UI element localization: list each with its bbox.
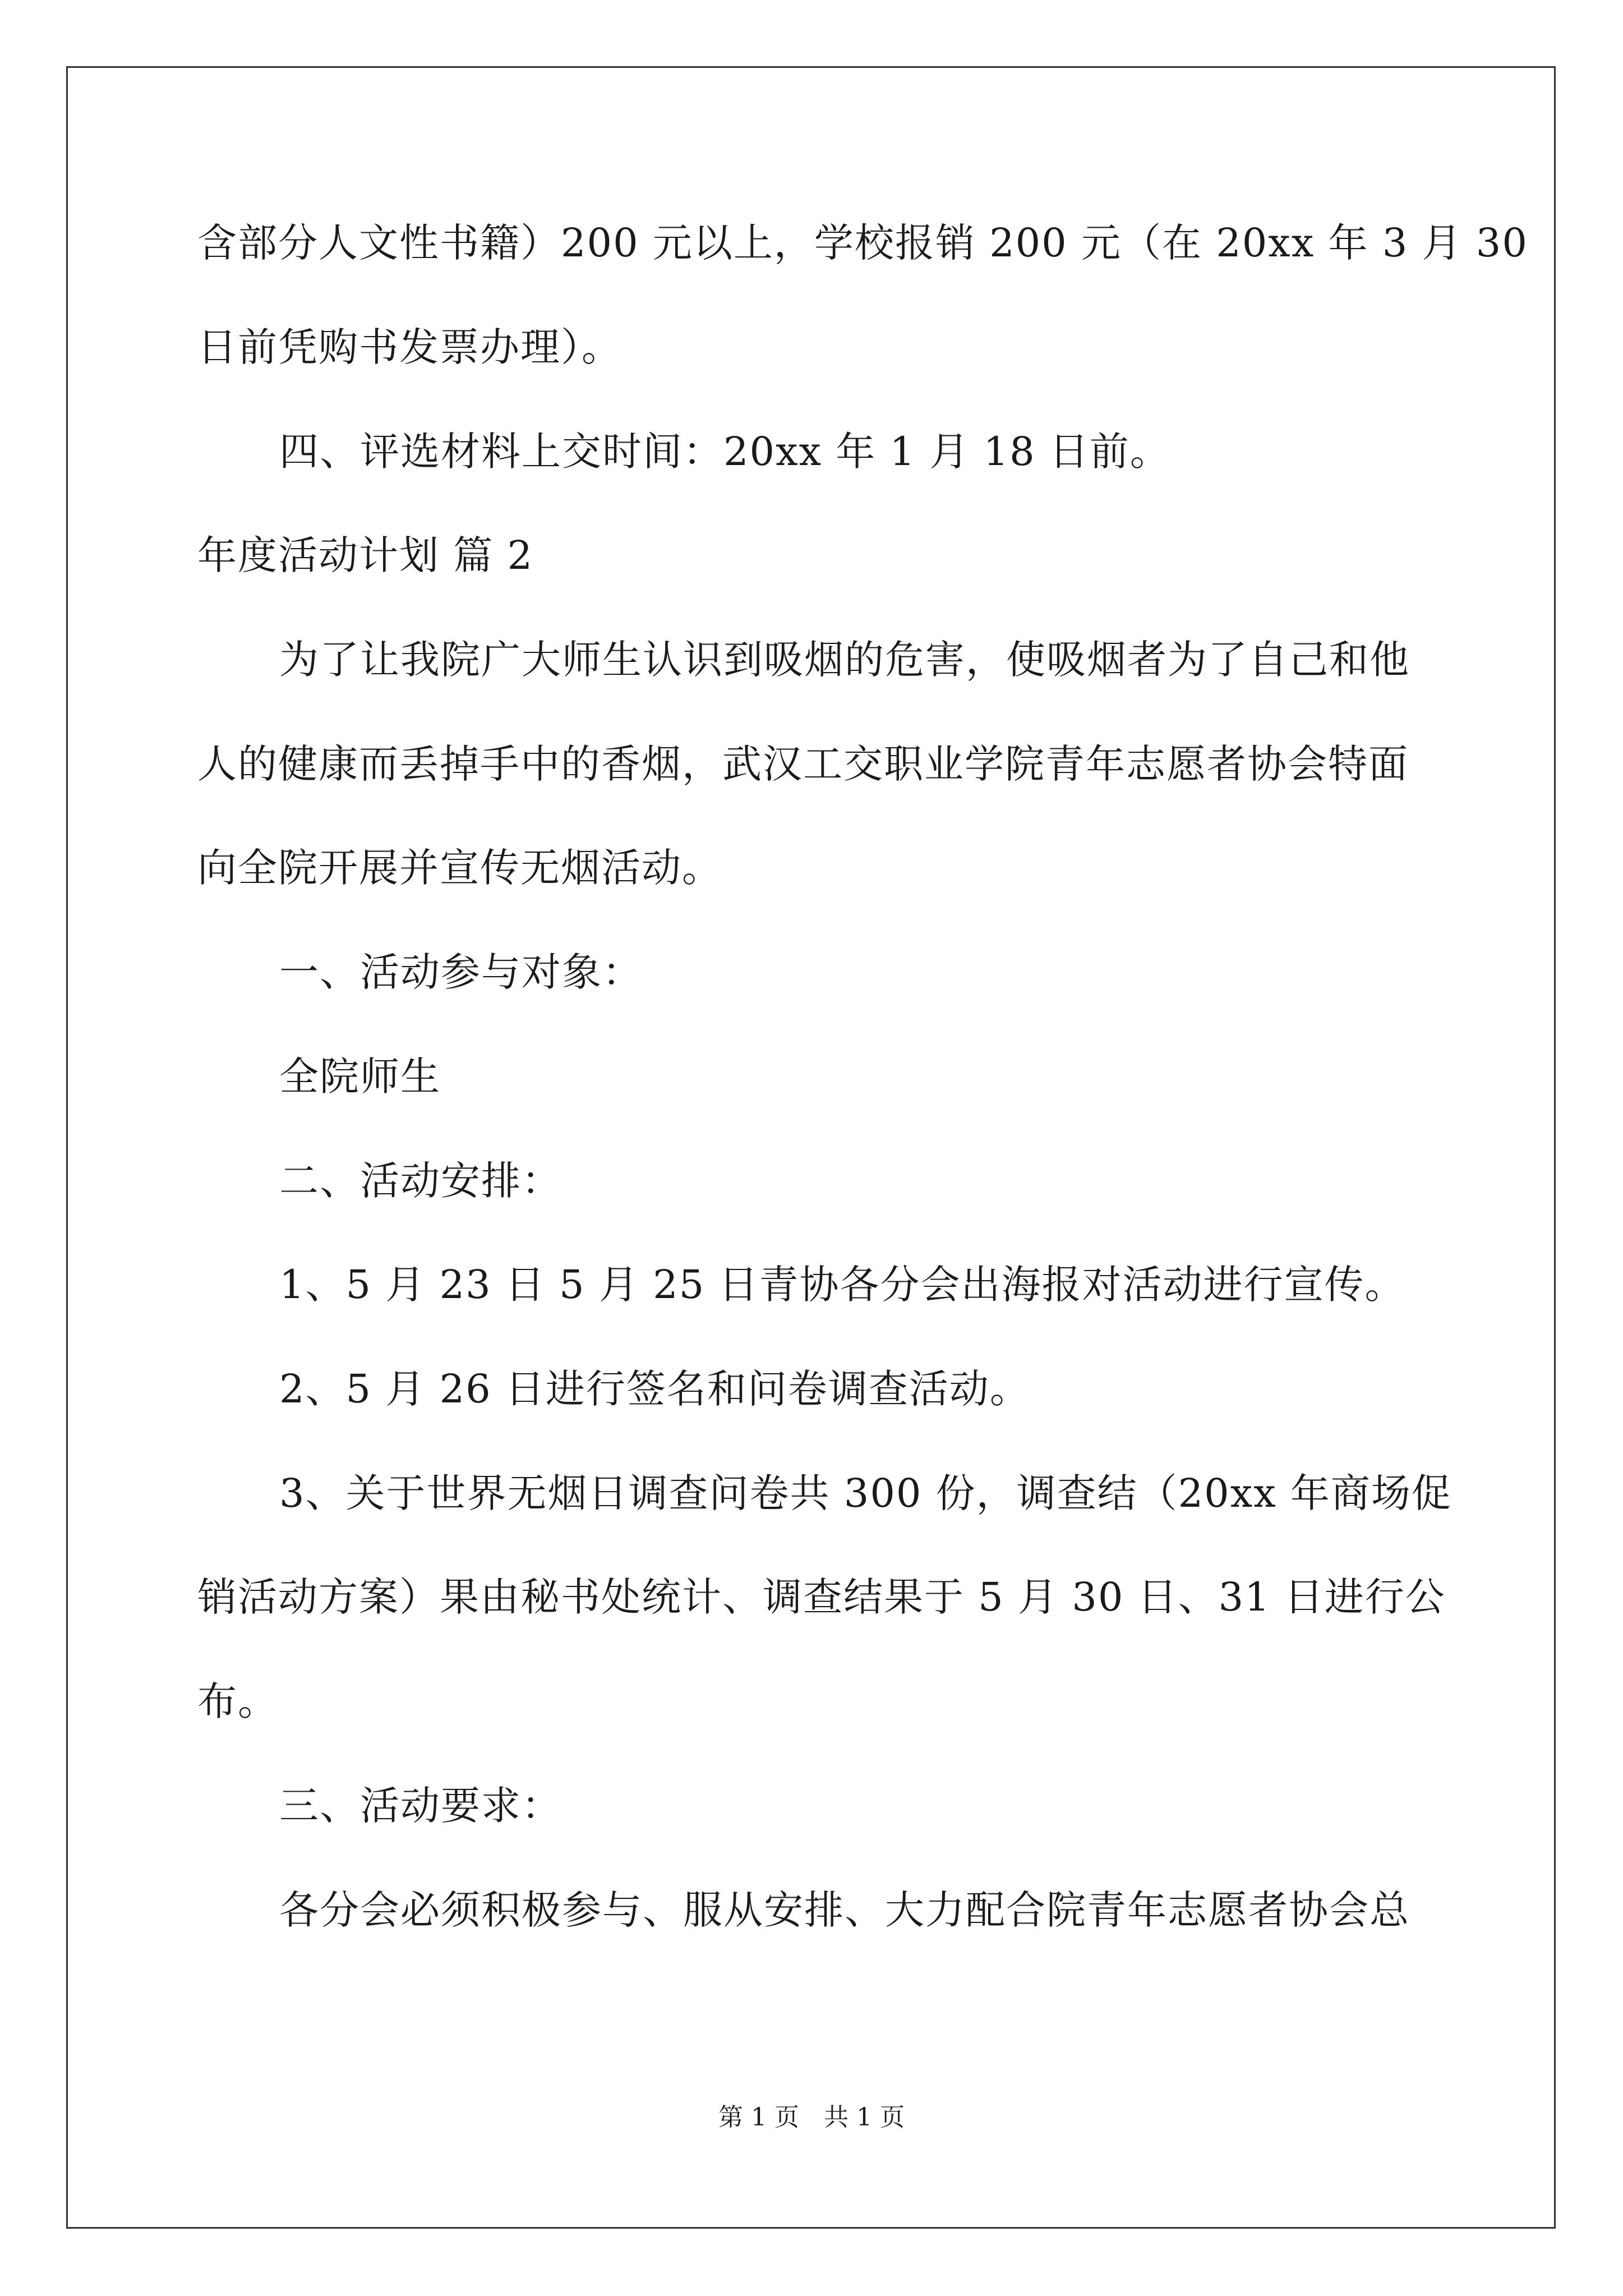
list-item: 3、关于世界无烟日调查问卷共 300 份，调查结（20xx 年商场促 [279, 1470, 1452, 1516]
text-line: 向全院开展并宣传无烟活动。 [197, 845, 722, 891]
list-item: 1、5 月 23 日 5 月 25 日青协各分会出海报对活动进行宣传。 [279, 1262, 1405, 1308]
list-item: 2、5 月 26 日进行签名和问卷调查活动。 [279, 1366, 1030, 1412]
text-line: 含部分人文性书籍）200 元以上，学校报销 200 元（在 20xx 年 3 月 30 [197, 220, 1528, 266]
text-line: 为了让我院广大师生认识到吸烟的危害，使吸烟者为了自己和他 [279, 637, 1410, 683]
text-line: 日前凭购书发票办理）。 [197, 324, 622, 370]
article-title: 年度活动计划 篇 2 [197, 532, 534, 578]
section-heading: 一、活动参与对象： [279, 949, 643, 995]
text-line: 销活动方案）果由秘书处统计、调查结果于 5 月 30 日、31 日进行公 [197, 1574, 1446, 1620]
section-heading: 三、活动要求： [279, 1783, 562, 1829]
text-line: 人的健康而丢掉手中的香烟，武汉工交职业学院青年志愿者协会特面 [197, 741, 1409, 787]
section-heading: 二、活动安排： [279, 1158, 562, 1204]
text-line: 布。 [197, 1678, 278, 1724]
text-line: 全院师生 [279, 1053, 441, 1099]
section-heading: 四、评选材料上交时间：20xx 年 1 月 18 日前。 [279, 429, 1170, 475]
page-number: 第 1 页 共 1 页 [718, 2103, 905, 2132]
text-line: 各分会必须积极参与、服从安排、大力配合院青年志愿者协会总 [279, 1887, 1410, 1933]
